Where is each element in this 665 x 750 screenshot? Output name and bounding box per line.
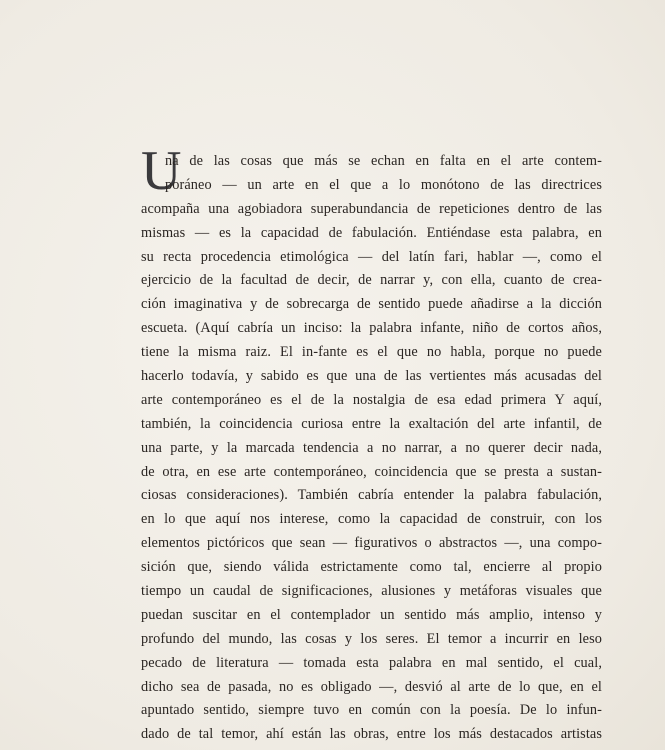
text-line: pecado de literatura — tomada esta palabra en mal sentido, el cual, <box>141 654 602 671</box>
text-line: escueta. (Aquí cabría un inciso: la palabra infante, niño de cortos años, <box>141 320 602 337</box>
text-line: profundo del mundo, las cosas y los seres. El temor a incurrir en leso <box>141 630 602 647</box>
text-line: su recta procedencia etimológica — del latín fari, hablar —, como el <box>141 248 602 265</box>
text-line: tiene la misma raiz. El in-fante es el que no habla, porque no puede <box>141 344 602 361</box>
text-line: una parte, y la marcada tendencia a no narrar, a no querer decir nada, <box>141 439 602 456</box>
text-line: ejercicio de la facultad de decir, de narrar y, con ella, cuanto de crea- <box>141 272 602 289</box>
text-line: tiempo un caudal de significaciones, alusiones y metáforas visuales que <box>141 583 602 600</box>
text-line: de otra, en ese arte contemporáneo, coincidencia que se presta a sustan- <box>141 463 602 480</box>
text-line: dado de tal temor, ahí están las obras, entre los más destacados artistas <box>141 726 602 743</box>
text-line: poráneo — un arte en el que a lo monótono de las directrices <box>165 176 602 193</box>
text-line: arte contemporáneo es el de la nostalgia de esa edad primera Y aquí, <box>141 391 602 408</box>
body-text <box>141 150 602 747</box>
text-line: dicho sea de pasada, no es obligado —, desvió al arte de lo que, en el <box>141 678 602 695</box>
text-line: elementos pictóricos que sean — figurativos o abstractos —, una compo- <box>141 535 602 552</box>
text-line: acompaña una agobiadora superabundancia de repeticiones dentro de las <box>141 200 602 217</box>
text-line: puedan suscitar en el contemplador un sentido más amplio, intenso y <box>141 606 602 623</box>
text-line: apuntado sentido, siempre tuvo en común con la poesía. De lo infun- <box>141 702 602 719</box>
text-line: en lo que aquí nos interese, como la capacidad de construir, con los <box>141 511 602 528</box>
text-line: na de las cosas que más se echan en falta en el arte contem- <box>165 153 602 169</box>
text-line: mismas — es la capacidad de fabulación. Entiéndase esta palabra, en <box>141 224 602 241</box>
text-line: ciosas consideraciones). También cabría entender la palabra fabulación, <box>141 487 602 504</box>
text-line: sición que, siendo válida estrictamente como tal, encierre al propio <box>141 559 602 576</box>
text-line: hacerlo todavía, y sabido es que una de las vertientes más acusadas del <box>141 368 602 385</box>
text-line: también, la coincidencia curiosa entre la exaltación del arte infantil, de <box>141 415 602 432</box>
drop-cap: U <box>141 140 182 202</box>
text-line: ción imaginativa y de sobrecarga de sentido puede añadirse a la dicción <box>141 296 602 313</box>
